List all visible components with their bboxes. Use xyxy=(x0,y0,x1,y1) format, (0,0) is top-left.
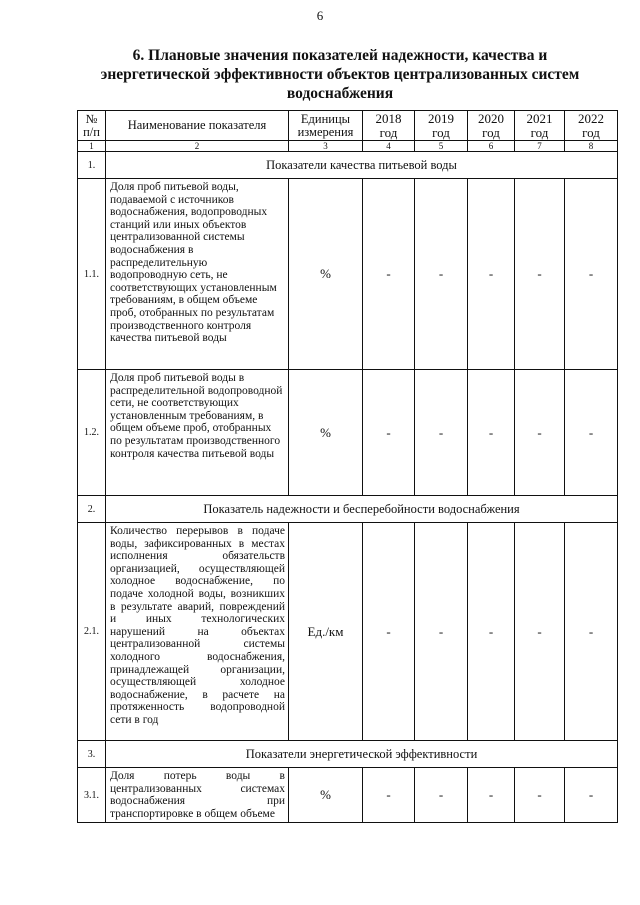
value-2019: - xyxy=(415,179,468,370)
indicator-name: Доля проб питьевой воды, подаваемой с источников водоснабжения, водопроводных станций или иных объектов централизованной системы водоснабжения в распределительную водопроводную сеть, не соответствующих установленным требованиям, в общем объеме проб, отобранных по результатам производственного контроля качества питьевой воды xyxy=(106,179,289,370)
column-number: 4 xyxy=(363,141,415,152)
value-2020: - xyxy=(468,370,515,496)
value-2018: - xyxy=(363,370,415,496)
column-number: 2 xyxy=(106,141,289,152)
header-year-2021: 2021 год xyxy=(515,111,565,141)
value-2021: - xyxy=(515,370,565,496)
value-2019: - xyxy=(415,370,468,496)
value-2018: - xyxy=(363,768,415,823)
unit-cell: % xyxy=(289,370,363,496)
row-number: 1.1. xyxy=(78,179,106,370)
column-number: 1 xyxy=(78,141,106,152)
header-unit: Единицы измерения xyxy=(289,111,363,141)
unit-cell: Ед./км xyxy=(289,523,363,741)
section-number: 2. xyxy=(78,496,106,523)
header-row xyxy=(78,111,618,141)
value-2021: - xyxy=(515,179,565,370)
section-number: 3. xyxy=(78,741,106,768)
column-number: 7 xyxy=(515,141,565,152)
page-number: 6 xyxy=(316,8,324,23)
title-line: водоснабжения xyxy=(286,85,394,102)
value-2018: - xyxy=(363,179,415,370)
row-number: 2.1. xyxy=(78,523,106,741)
header-year-2019: 2019 год xyxy=(415,111,468,141)
column-number-row xyxy=(78,141,618,152)
value-2021: - xyxy=(515,768,565,823)
unit-cell: % xyxy=(289,768,363,823)
table-row xyxy=(78,370,618,496)
value-2022: - xyxy=(565,768,618,823)
header-year-2020: 2020 год xyxy=(468,111,515,141)
section-header-row xyxy=(78,741,618,768)
value-2022: - xyxy=(565,370,618,496)
value-2020: - xyxy=(468,179,515,370)
table-row xyxy=(78,179,618,370)
title-line: энергетической эффективности объектов централизованных систем xyxy=(100,66,580,83)
header-year-2022: 2022 год xyxy=(565,111,618,141)
section-header-row xyxy=(78,496,618,523)
section-title-cell: Показатель надежности и бесперебойности водоснабжения xyxy=(106,496,618,523)
row-number: 1.2. xyxy=(78,370,106,496)
column-number: 8 xyxy=(565,141,618,152)
header-year-2018: 2018 год xyxy=(363,111,415,141)
header-num: № п/п xyxy=(78,111,106,141)
value-2020: - xyxy=(468,523,515,741)
section-title-cell: Показатели энергетической эффективности xyxy=(106,741,618,768)
table-row xyxy=(78,768,618,823)
section-header-row xyxy=(78,152,618,179)
row-number: 3.1. xyxy=(78,768,106,823)
header-name: Наименование показателя xyxy=(106,111,289,141)
value-2018: - xyxy=(363,523,415,741)
value-2019: - xyxy=(415,768,468,823)
table-row xyxy=(78,523,618,741)
title-line: 6. Плановые значения показателей надежности, качества и xyxy=(132,47,548,64)
value-2019: - xyxy=(415,523,468,741)
column-number: 3 xyxy=(289,141,363,152)
section-title xyxy=(90,46,590,103)
value-2022: - xyxy=(565,523,618,741)
value-2020: - xyxy=(468,768,515,823)
indicator-name: Доля потерь воды в централизованных системах водоснабжения при транспортировке в общем объеме xyxy=(106,768,289,823)
section-title-cell: Показатели качества питьевой воды xyxy=(106,152,618,179)
value-2021: - xyxy=(515,523,565,741)
indicators-table xyxy=(77,110,618,823)
section-number: 1. xyxy=(78,152,106,179)
column-number: 6 xyxy=(468,141,515,152)
indicator-name: Доля проб питьевой воды в распределительной водопроводной сети, не соответствующих установленным требованиям, в общем объеме проб, отобранных по результатам производственного контроля качества питьевой воды xyxy=(106,370,289,496)
indicator-name: Количество перерывов в подаче воды, зафиксированных в местах исполнения обязательств организацией, осуществляющей холодное водоснабжение, по подаче холодной воды, возникших в результате аварий, повреждений и иных технологических нарушений на объектах централизованной системы холодного водоснабжения, принадлежащей организации, осуществляющей холодное водоснабжение, в расчете на протяженность водопроводной сети в год xyxy=(106,523,289,741)
value-2022: - xyxy=(565,179,618,370)
unit-cell: % xyxy=(289,179,363,370)
column-number: 5 xyxy=(415,141,468,152)
